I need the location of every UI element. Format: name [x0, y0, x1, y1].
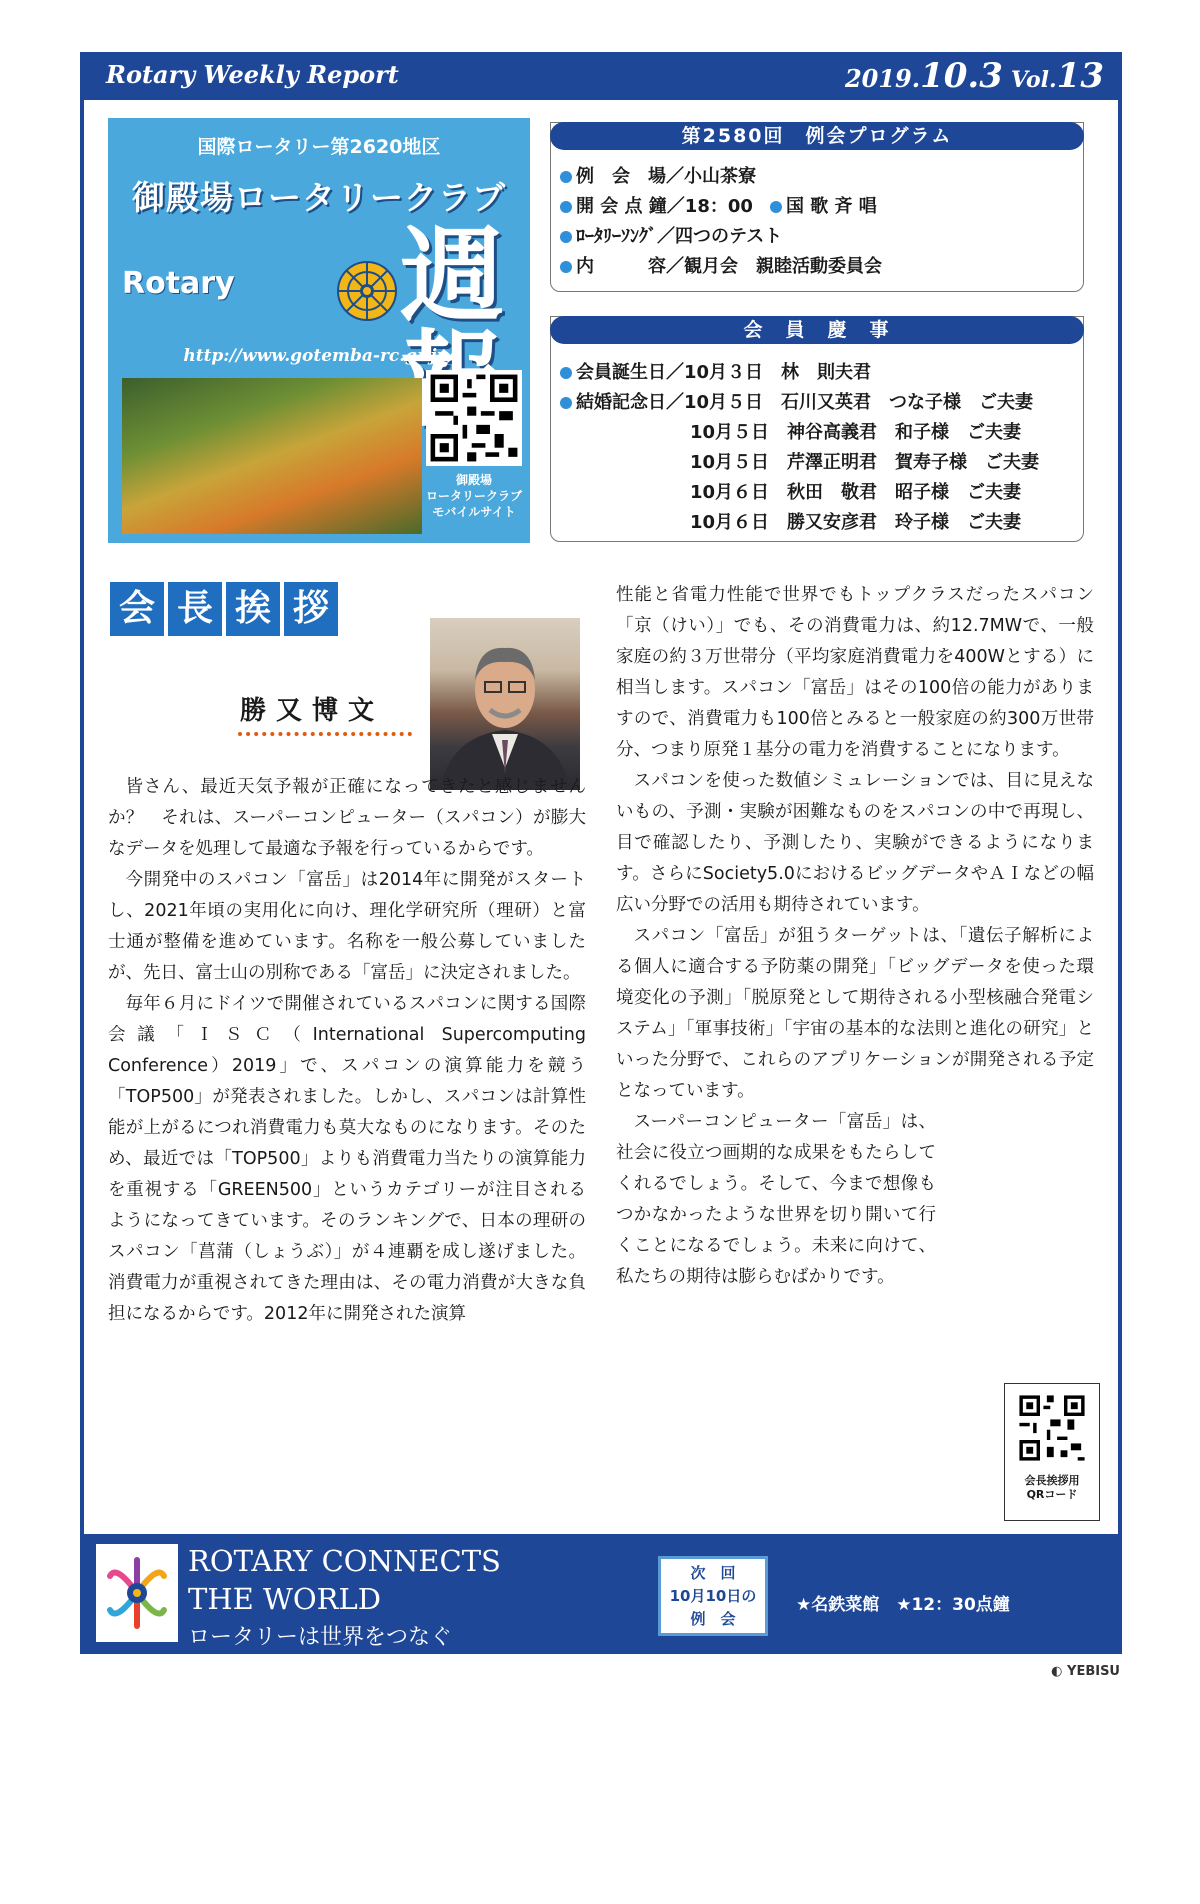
bullet-icon — [560, 231, 572, 243]
qr-caption — [418, 472, 530, 520]
author-underline — [238, 732, 412, 736]
date-year: 2019. — [844, 64, 921, 93]
next-box-line: 10月10日の — [669, 1587, 757, 1605]
vol-number: 13 — [1056, 56, 1104, 96]
article-paragraph: スパコン「富岳」が狙うターゲットは、「遺伝子解析による個人に適合する予防薬の開発」「ビッグデータを使った環境変化の予測」「脱原発として期待される小型核融合発電システム」「軍事技術」「宇宙の基本的な法則と進化の研究」といった分野で、これらのアプリケーションが開発される予定となっています。 — [616, 926, 1094, 1101]
qr-caption-line: ロータリークラブ — [425, 489, 522, 503]
info-line: ★名鉄菜館 ★12：30点鐘 — [796, 1595, 1010, 1615]
celebration-line: 10月６日 秋田 敬君 昭子様 ご夫妻 — [690, 482, 1022, 503]
printer-brand — [1051, 1664, 1120, 1679]
celebrations-title: 会 員 慶 事 — [550, 316, 1084, 344]
celebration-text: 結婚記念日／10月５日 石川又英君 つな子様 ご夫妻 — [576, 392, 1034, 413]
heading-char: 長 — [168, 582, 222, 636]
article-paragraph: 性能と省電力性能で世界でもトップクラスだったスパコン「京（けい）」でも、その消費電力は、約12.7MWで、一般家庭の約３万世帯分（平均家庭消費電力を400Wとする）に相当します。スパコン「富岳」はその100倍の能力がありますので、消費電力も100倍とみると一般家庭の約300万世帯分、つまり原発１基分の電力を消費することになります。 — [616, 585, 1094, 760]
article-paragraph: スパコンを使った数値シミュレーションでは、目に見えないもの、予測・実験が困難なものをスパコンの中で再現し、目で確認したり、予測したり、実験ができるようになります。さらにSociety5.0におけるビッグデータやＡＩなどの幅広い分野での活用も期待されています。 — [616, 771, 1094, 915]
date-day: 10.3 — [920, 56, 1003, 96]
heading-char: 拶 — [284, 582, 338, 636]
article-left-column — [108, 772, 586, 1330]
article-right-column — [616, 580, 1094, 1293]
qr-caption-line: 御殿場 — [455, 473, 492, 487]
weekly-title: 週 — [400, 215, 505, 337]
bullet-icon — [560, 171, 572, 183]
club-name: 御殿場ロータリークラブ — [132, 178, 506, 217]
greeting-qr-code[interactable] — [1016, 1392, 1088, 1464]
mobile-site-qr-code[interactable] — [426, 370, 522, 466]
info-line: 種川浩之様 — [796, 1829, 898, 1849]
celebration-line: 10月５日 芹澤正明君 賀寿子様 ご夫妻 — [690, 452, 1040, 473]
article-paragraph: スーパーコンピューター「富岳」は、社会に役立つ画期的な成果をもたらしてくれるでしょう。そして、今まで想像もつかなかったような世界を切り開いて行くことになるでしょう。未来に向けて、私たちの期待は膨らむばかりです。 — [616, 1112, 936, 1287]
author-name: 勝又博文 — [240, 696, 385, 726]
qr-caption-line: QRコード — [1026, 1488, 1078, 1501]
info-line: ㈱リンガーハット富士小山工場長 — [796, 1751, 1068, 1771]
program-text: ﾛｰﾀﾘｰｿﾝｸﾞ／四つのテスト — [576, 226, 783, 247]
bullet-icon — [560, 367, 572, 379]
bullet-icon — [770, 201, 782, 213]
anthem-text: 国 歌 斉 唱 — [786, 196, 877, 217]
qr-caption-line: モバイルサイト — [432, 505, 516, 519]
slogan-line-1: ROTARY CONNECTS — [188, 1544, 501, 1578]
article-paragraph: 今開発中のスパコン「富岳」は2014年に開発がスタートし、2021年頃の実用化に向け、理化学研究所（理研）と富士通が整備を進めています。名称を一般公募していましたが、先日、富士山の別称である「富岳」に決定されました。 — [108, 870, 586, 983]
club-url[interactable]: http://www.gotemba-rc.gr.jp/ — [183, 346, 455, 366]
greeting-qr-caption — [1005, 1474, 1099, 1502]
portrait-figure-icon — [430, 618, 580, 790]
heading-char: 挨 — [226, 582, 280, 636]
program-text: 内 容／観月会 親睦活動委員会 — [576, 256, 882, 277]
article-paragraph: 毎年６月にドイツで開催されているスパコンに関する国際会議「ＩＳＣ（International Supercomputing Conference）2019」で、スパコンの演算能力を競う「TOP500」が発表されました。しかし、スパコンは計算性能が上がるにつれ消費電力も莫大なものになります。そのため、最近では「TOP500」よりも消費電力当たりの演算能力を重視する「GREEN500」というカテゴリーが注目されるようになってきています。そのランキングで、日本の理研のスパコン「菖蒲（しょうぶ）」が４連覇を成し遂げました。消費電力が重視されてきた理由は、その電力消費が大きな負担になるからです。2012年に開発された演算 — [108, 994, 586, 1324]
masthead — [108, 118, 530, 543]
celebration-line: 10月５日 神谷高義君 和子様 ご夫妻 — [690, 422, 1022, 443]
qr-caption-line: 会長挨拶用 — [1024, 1474, 1080, 1487]
vol-label: Vol. — [1010, 67, 1057, 93]
district-label: 国際ロータリー第2620地区 — [197, 136, 441, 158]
bullet-icon — [560, 201, 572, 213]
anthem-line — [770, 192, 877, 218]
report-title: Rotary Weekly Report — [106, 60, 399, 89]
header-bar — [80, 52, 1122, 100]
program-title: 第2580回 例会プログラム — [550, 122, 1084, 150]
celebration-line — [560, 388, 1033, 414]
author-portrait — [430, 618, 580, 790]
program-line — [560, 252, 882, 278]
next-box-line: 例 会 — [690, 1610, 736, 1628]
program-line — [560, 162, 756, 188]
next-meeting-info — [796, 1540, 1067, 1904]
brand-text: YEBISU — [1067, 1664, 1120, 1679]
program-text: 例 会 場／小山茶寮 — [576, 166, 756, 187]
program-line — [560, 222, 782, 248]
article-paragraph: 皆さん、最近天気予報が正確になってきたと感じませんか？ それは、スーパーコンピューター（スパコン）が膨大なデータを処理して最適な予報を行っているからです。 — [108, 777, 586, 859]
slogan-line-2: THE WORLD — [188, 1582, 381, 1616]
next-box-line: 次 回 — [690, 1564, 736, 1582]
next-meeting-box — [658, 1556, 768, 1636]
rotary-wheel-icon — [336, 260, 398, 322]
info-line: ★経済と地域社会発展 月間卓話 — [796, 1673, 1050, 1693]
celebration-line — [560, 358, 871, 384]
issue-date — [845, 56, 1104, 96]
yebisu-logo-icon: ◐ — [1051, 1664, 1063, 1679]
celebration-line: 10月６日 勝又安彦君 玲子様 ご夫妻 — [690, 512, 1022, 533]
rotary-wordmark: Rotary — [122, 266, 235, 301]
autumn-trees-photo — [122, 378, 422, 534]
greeting-qr-box — [1004, 1383, 1100, 1521]
celebration-text: 会員誕生日／10月３日 林 則夫君 — [576, 362, 872, 383]
connects-emblem-icon — [96, 1544, 178, 1642]
bullet-icon — [560, 261, 572, 273]
bullet-icon — [560, 397, 572, 409]
rotary-connects-logo — [96, 1544, 178, 1642]
slogan-japanese: ロータリーは世界をつなぐ — [188, 1625, 453, 1650]
program-line — [560, 192, 753, 218]
article-heading — [110, 582, 338, 636]
heading-char: 会 — [110, 582, 164, 636]
program-text: 開 会 点 鐘／18：00 — [576, 196, 753, 217]
